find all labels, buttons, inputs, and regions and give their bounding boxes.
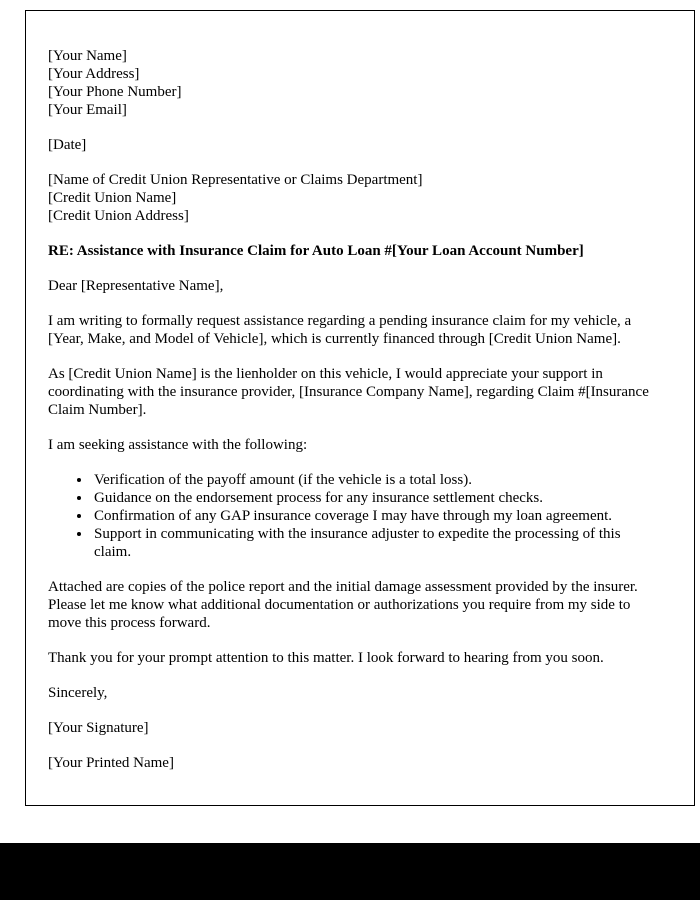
bullet-item-2: • Guidance on the endorsement process for any insurance settlement checks. — [92, 489, 654, 507]
paragraph-1: I am writing to formally request assistance regarding a pending insurance claim for my vehicle, a [Year, Make, and Model of Vehicle], which is currently financed through [Credit Union Name]. — [48, 313, 632, 347]
bullet-item-1: • Verification of the payoff amount (if the vehicle is a total loss). — [92, 471, 654, 489]
paragraph-4: Attached are copies of the police report and the initial damage assessment provided by the insurer. Please let me know what additional documentation or authorizations you require from my side to move this process forward. — [48, 579, 638, 631]
sender-address-line: [Your Address] — [48, 66, 140, 82]
letter-page — [25, 10, 695, 806]
assistance-bullet-list — [48, 471, 654, 561]
sender-phone-line: [Your Phone Number] — [48, 84, 182, 100]
paragraph-2: As [Credit Union Name] is the lienholder on this vehicle, I would appreciate your support in coordinating with the insurance provider, [Insurance Company Name], regarding Claim #[Insurance Claim Number]. — [48, 366, 649, 418]
letter-content — [26, 11, 694, 772]
salutation-line: Dear [Representative Name], — [48, 278, 224, 294]
sender-email-line: [Your Email] — [48, 102, 127, 118]
recipient-line-2: [Credit Union Name] — [48, 190, 177, 206]
bullet-item-3: • Confirmation of any GAP insurance coverage I may have through my loan agreement. — [92, 507, 654, 525]
printed-name-placeholder: [Your Printed Name] — [48, 755, 174, 771]
date-line: [Date] — [48, 137, 87, 153]
signature-placeholder: [Your Signature] — [48, 720, 149, 736]
paragraph-5: Thank you for your prompt attention to this matter. I look forward to hearing from you soon. — [48, 650, 604, 666]
bullet-item-4: • Support in communicating with the insurance adjuster to expedite the processing of this claim. — [92, 525, 654, 561]
paragraph-3: I am seeking assistance with the following: — [48, 437, 308, 453]
recipient-line-3: [Credit Union Address] — [48, 208, 189, 224]
recipient-block — [48, 171, 654, 225]
subject-line: RE: Assistance with Insurance Claim for Auto Loan #[Your Loan Account Number] — [48, 243, 584, 259]
recipient-line-1: [Name of Credit Union Representative or Claims Department] — [48, 172, 423, 188]
bottom-black-bar — [0, 843, 700, 900]
sender-block — [48, 47, 654, 119]
sender-name-line: [Your Name] — [48, 48, 127, 64]
closing-line: Sincerely, — [48, 685, 108, 701]
